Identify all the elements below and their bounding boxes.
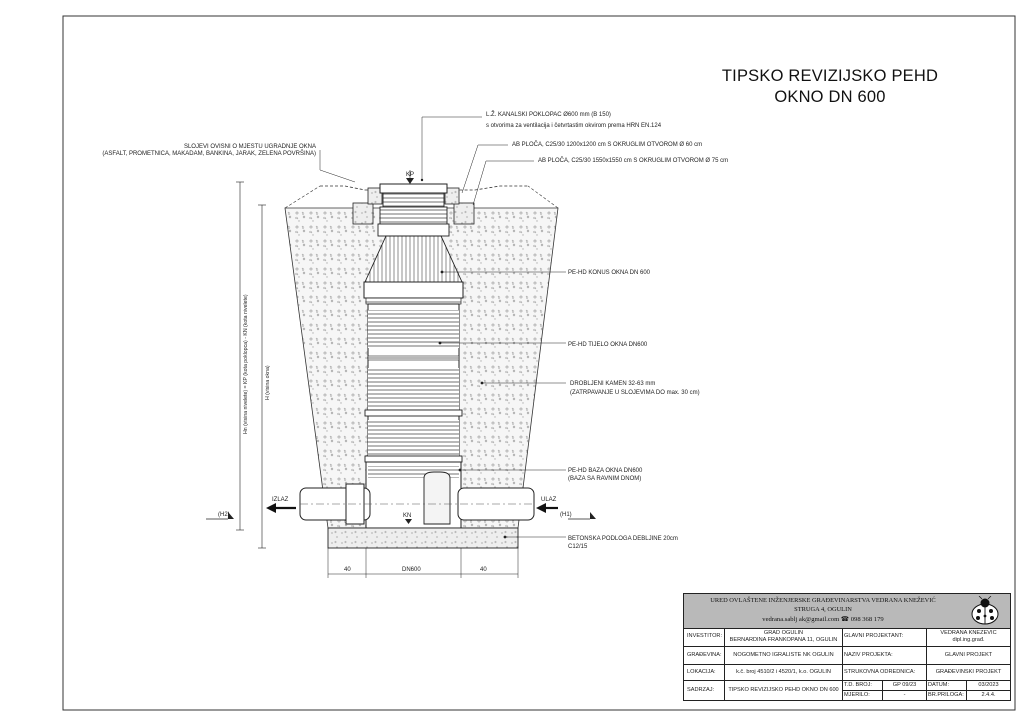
datum-label: DATUM: [928,682,950,688]
foundation-label-2: C12/15 [568,544,588,550]
dim-right: 40 [480,567,487,573]
h1-label: (H1) [560,512,572,518]
datum-value: 03/2023 [978,682,999,688]
izlaz-label: IZLAZ [272,497,289,503]
slab-left [353,203,373,224]
office-header [684,594,1010,629]
slab1-label: AB PLOČA, C25/30 1200x1200 cm S OKRUGLIM OTVOROM Ø 60 cm [512,142,703,148]
sadrzaj-value: TIPSKO REVIZIJSKO PEHD OKNO DN 600 [728,687,839,693]
ladybug-logo [965,596,1005,626]
foundation-label-1: BETONSKA PODLOGA DEBLJINE 20cm [568,536,678,542]
base-label-2: (BAZA SA RAVNIM DNOM) [568,476,642,482]
gravel-label-2: (ZATRPAVANJE U SLOJEVIMA DO max. 30 cm) [570,390,700,396]
investitor-line-2: BERNARDINA FRANKOPANA 11, OGULIN [729,637,838,643]
title-line-1: TIPSKO REVIZIJSKO PEHD [721,67,939,85]
cone-label: PE-HD KONUS OKNA DN 600 [568,270,651,276]
naziv-projekta-value: GLAVNI PROJEKT [944,652,993,658]
glavni-projektant-1: VEDRANA KNEŽEVIĆ [940,630,997,636]
mjerilo-label: MJERILO: [844,692,870,698]
office-contact: vedrana.sablj ak@gmail.com ☎ 098 368 179 [762,616,884,623]
slab-right [454,203,474,224]
mjerilo-value: - [903,692,906,698]
base-label-1: PE-HD BAZA OKNA DN600 [568,468,643,474]
dim-mid: DN600 [402,567,421,573]
td-label: T.D. BROJ: [844,682,872,688]
kp-label: KP [406,172,415,178]
gradevina-label: GRAĐEVINA: [687,652,722,658]
investitor-line-1: GRAD OGULIN [763,630,804,636]
gradevina-value: NOGOMETNO IGRALIŠTE NK OGULIN [733,652,834,658]
investitor-label: INVESTITOR: [687,633,723,639]
title-block-table [683,593,1011,701]
dim-left: 40 [344,567,351,573]
slab2-label: AB PLOČA, C25/30 1550x1550 cm S OKRUGLIM OTVOROM Ø 75 cm [538,158,729,164]
dim-vertical-h: H (visina okna) [265,365,271,400]
office-name: URED OVLAŠTENE INŽENJERSKE GRAĐEVINARSTVA VEDRANA KNEŽEVIĆ [710,597,936,604]
ulaz-label: ULAZ [541,497,557,503]
glavni-projektant-2: dipl.ing.građ. [952,637,985,643]
glavni-projektant-label: GLAVNI PROJEKTANT: [844,633,904,639]
prilog-label: BR.PRILOGA: [928,692,964,698]
gravel-label-1: DROBLJENI KAMEN 32-63 mm [570,381,656,387]
office-address: STRUGA 4, OGULIN [794,606,852,613]
cover-note: s otvorima za ventilacija i četvrtastim okvirom prema HRN EN.124 [486,123,662,129]
strukovna-label: STRUKOVNA ODREDNICA: [844,669,916,675]
prilog-value: 2.4.4. [981,692,996,698]
layers-label-2: (ASFALT, PROMETNICA, MAKADAM, BANKINA, JARAK, ZELENA POVRŠINA) [102,151,316,157]
lokacija-value: k.č. broj 4510/2 i 4520/1, k.o. OGULIN [736,669,831,675]
layers-label-1: SLOJEVI OVISNI O MJESTU UGRADNJE OKNA [183,144,316,150]
kn-label: KN [403,513,412,519]
naziv-projekta-label: NAZIV PROJEKTA: [844,652,893,658]
dim-vertical-hn: Hn (visina nivelete) = KP (kota poklopca) - KN (kota nivelete) [243,294,249,434]
h2-label: (H2) [218,512,230,518]
adjust-ring [380,207,447,224]
cover-label: L.Ž. KANALSKI POKLOPAC Ø600 mm (B 150) [486,112,611,118]
sadrzaj-label: SADRŽAJ: [687,687,715,693]
title-line-2: OKNO DN 600 [774,88,886,106]
manhole-cover [380,184,447,193]
concrete-foundation [328,528,518,548]
drawing-title [700,66,960,108]
td-value: GP 09/23 [892,682,917,688]
body-label: PE-HD TIJELO OKNA DN600 [568,342,648,348]
strukovna-value: GRAĐEVINSKI PROJEKT [935,669,1002,675]
lokacija-label: LOKACIJA: [687,669,716,675]
